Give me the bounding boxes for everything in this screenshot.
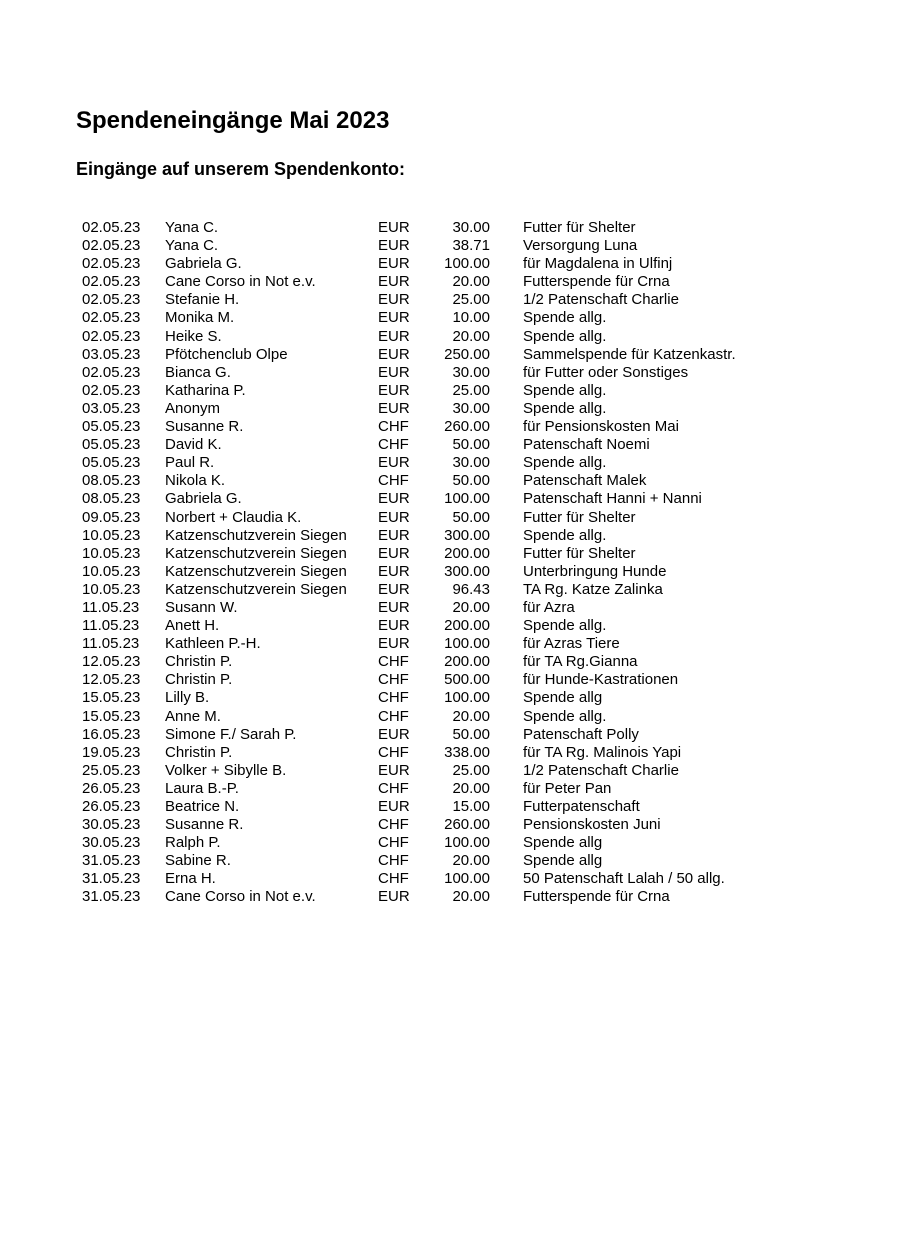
donor-name: Katzenschutzverein Siegen — [165, 562, 347, 580]
donation-amount: 260.00 — [444, 418, 490, 436]
donation-row — [0, 653, 916, 671]
donation-row — [0, 708, 916, 726]
donation-date: 12.05.23 — [82, 653, 141, 671]
donation-currency: EUR — [378, 255, 410, 273]
donor-name: Nikola K. — [165, 472, 226, 490]
donation-purpose: 1/2 Patenschaft Charlie — [523, 291, 679, 309]
donation-date: 02.05.23 — [82, 273, 141, 291]
donor-name: Heike S. — [165, 327, 222, 345]
donor-name: Laura B.-P. — [165, 779, 239, 797]
donation-currency: EUR — [378, 562, 410, 580]
donation-currency: CHF — [378, 653, 409, 671]
donor-name: Gabriela G. — [165, 490, 242, 508]
donation-date: 30.05.23 — [82, 834, 141, 852]
donation-row — [0, 726, 916, 744]
donor-name: Yana C. — [165, 237, 219, 255]
donation-row — [0, 798, 916, 816]
page-subtitle: Eingänge auf unserem Spendenkonto: — [76, 159, 406, 179]
donation-row — [0, 563, 916, 581]
donation-purpose: für TA Rg. Malinois Yapi — [523, 743, 682, 761]
donation-purpose: Patenschaft Noemi — [523, 436, 650, 454]
donation-row — [0, 346, 916, 364]
donor-name: Christin P. — [165, 671, 233, 689]
donation-row — [0, 219, 916, 237]
donation-currency: EUR — [378, 309, 410, 327]
donation-date: 08.05.23 — [82, 490, 141, 508]
donation-date: 03.05.23 — [82, 399, 141, 417]
donation-currency: EUR — [378, 345, 410, 363]
page-title: Spendeneingänge Mai 2023 — [76, 107, 390, 134]
donation-row — [0, 617, 916, 635]
donation-purpose: Spende allg. — [523, 617, 607, 635]
donation-amount: 30.00 — [452, 219, 490, 236]
donation-row — [0, 309, 916, 327]
donation-amount: 20.00 — [452, 852, 490, 870]
donor-name: Christin P. — [165, 743, 233, 761]
donation-amount: 25.00 — [452, 291, 490, 309]
donation-currency: EUR — [378, 273, 410, 291]
donation-date: 31.05.23 — [82, 870, 141, 888]
donation-currency: EUR — [378, 454, 410, 472]
donation-amount: 100.00 — [444, 490, 490, 508]
donor-name: Katharina P. — [165, 381, 246, 399]
donation-amount: 200.00 — [444, 653, 490, 671]
donation-amount: 15.00 — [452, 798, 490, 815]
donor-name: Lilly B. — [165, 689, 210, 707]
donation-currency: EUR — [378, 381, 410, 399]
donation-row — [0, 870, 916, 888]
donation-amount: 20.00 — [452, 888, 490, 906]
donation-currency: CHF — [378, 852, 409, 870]
donation-purpose: 1/2 Patenschaft Charlie — [523, 761, 679, 779]
donation-row — [0, 291, 916, 309]
donation-currency: CHF — [378, 870, 409, 888]
donation-amount: 250.00 — [444, 345, 490, 363]
donation-row — [0, 689, 916, 707]
donation-currency: EUR — [378, 617, 410, 635]
donation-purpose: Spende allg. — [523, 381, 607, 399]
donation-purpose: Futter für Shelter — [523, 508, 636, 526]
donation-amount: 25.00 — [452, 381, 490, 399]
donation-currency: CHF — [378, 834, 409, 852]
donation-currency: EUR — [378, 490, 410, 508]
donation-row — [0, 744, 916, 762]
donation-currency: EUR — [378, 580, 410, 598]
donation-amount: 38.71 — [452, 237, 490, 255]
donation-purpose: TA Rg. Katze Zalinka — [523, 580, 663, 598]
donation-amount: 100.00 — [444, 834, 490, 852]
donation-row — [0, 328, 916, 346]
donation-date: 08.05.23 — [82, 472, 141, 490]
donation-date: 02.05.23 — [82, 237, 141, 255]
donation-purpose: Spende allg — [523, 834, 603, 852]
donation-amount: 30.00 — [452, 399, 490, 417]
donation-currency: EUR — [378, 399, 410, 417]
donation-amount: 200.00 — [444, 544, 490, 562]
donor-name: Susanne R. — [165, 418, 244, 436]
donation-row — [0, 834, 916, 852]
donation-row — [0, 762, 916, 780]
donation-currency: EUR — [378, 237, 410, 255]
donation-purpose: Versorgung Luna — [523, 237, 638, 255]
donor-name: Katzenschutzverein Siegen — [165, 526, 347, 544]
donation-purpose: für Futter oder Sonstiges — [523, 363, 689, 381]
donor-name: Anne M. — [165, 707, 221, 725]
donation-amount: 20.00 — [452, 327, 490, 345]
donation-date: 26.05.23 — [82, 798, 141, 815]
donation-date: 31.05.23 — [82, 888, 141, 906]
donor-name: Bianca G. — [165, 363, 231, 381]
donation-date: 10.05.23 — [82, 580, 141, 598]
donation-purpose: Sammelspende für Katzenkastr. — [523, 345, 736, 363]
donation-row — [0, 364, 916, 382]
donation-purpose: Patenschaft Polly — [523, 725, 639, 743]
donation-currency: EUR — [378, 635, 410, 653]
donor-name: Volker + Sibylle B. — [165, 761, 287, 779]
donor-name: Monika M. — [165, 309, 235, 327]
donation-amount: 20.00 — [452, 707, 490, 725]
donation-row — [0, 852, 916, 870]
donation-currency: EUR — [378, 291, 410, 309]
donation-currency: CHF — [378, 779, 409, 797]
donor-name: Anonym — [165, 399, 221, 417]
donation-row — [0, 635, 916, 653]
donation-purpose: Spende allg. — [523, 327, 607, 345]
donor-name: Katzenschutzverein Siegen — [165, 544, 347, 562]
donor-name: Norbert + Claudia K. — [165, 508, 302, 526]
donation-row — [0, 418, 916, 436]
donor-name: Anett H. — [165, 617, 220, 635]
donation-date: 15.05.23 — [82, 707, 141, 725]
donation-row — [0, 472, 916, 490]
donation-purpose: Spende allg — [523, 852, 603, 870]
donation-row — [0, 273, 916, 291]
donation-currency: CHF — [378, 418, 409, 436]
donation-amount: 50.00 — [452, 508, 490, 526]
donor-name: Kathleen P.-H. — [165, 635, 261, 653]
donation-row — [0, 581, 916, 599]
donation-purpose: für Azra — [523, 598, 575, 616]
donor-name: Paul R. — [165, 454, 215, 472]
donation-currency: CHF — [378, 743, 409, 761]
donation-amount: 300.00 — [444, 562, 490, 580]
donation-row — [0, 888, 916, 906]
donation-date: 10.05.23 — [82, 544, 141, 562]
donation-purpose: für Magdalena in Ulfinj — [523, 255, 673, 273]
donation-currency: CHF — [378, 472, 409, 490]
donation-row — [0, 671, 916, 689]
donation-date: 02.05.23 — [82, 291, 141, 309]
donation-row — [0, 255, 916, 273]
donation-date: 02.05.23 — [82, 309, 141, 327]
donation-purpose: Futterpatenschaft — [523, 798, 640, 815]
donation-amount: 100.00 — [444, 255, 490, 273]
donor-name: David K. — [165, 436, 222, 454]
donation-purpose: Spende allg. — [523, 526, 607, 544]
donation-amount: 50.00 — [452, 436, 490, 454]
donation-currency: EUR — [378, 598, 410, 616]
donation-currency: CHF — [378, 436, 409, 454]
donation-currency: CHF — [378, 689, 409, 707]
donation-amount: 30.00 — [452, 454, 490, 472]
donor-name: Gabriela G. — [165, 255, 242, 273]
donor-name: Simone F./ Sarah P. — [165, 725, 297, 743]
donation-purpose: für TA Rg.Gianna — [523, 653, 638, 671]
donation-date: 05.05.23 — [82, 418, 141, 436]
donation-date: 31.05.23 — [82, 852, 141, 870]
donor-name: Beatrice N. — [165, 798, 240, 815]
donation-currency: EUR — [378, 526, 410, 544]
donation-amount: 200.00 — [444, 617, 490, 635]
donation-currency: EUR — [378, 761, 410, 779]
donation-date: 05.05.23 — [82, 454, 141, 472]
donation-row — [0, 436, 916, 454]
donation-amount: 100.00 — [444, 870, 490, 888]
donation-row — [0, 816, 916, 834]
donation-purpose: Spende allg. — [523, 399, 607, 417]
donor-name: Erna H. — [165, 870, 216, 888]
donation-row — [0, 382, 916, 400]
donation-amount: 20.00 — [452, 779, 490, 797]
donation-amount: 100.00 — [444, 689, 490, 707]
donor-name: Cane Corso in Not e.v. — [165, 273, 316, 291]
donation-row — [0, 599, 916, 617]
donation-amount: 260.00 — [444, 816, 490, 834]
donation-amount: 96.43 — [452, 580, 490, 598]
donation-date: 02.05.23 — [82, 327, 141, 345]
donation-amount: 50.00 — [452, 472, 490, 490]
donation-amount: 338.00 — [444, 743, 490, 761]
donor-name: Susanne R. — [165, 816, 244, 834]
donation-row — [0, 545, 916, 563]
donation-date: 09.05.23 — [82, 508, 141, 526]
donation-purpose: Spende allg. — [523, 309, 607, 327]
donation-currency: EUR — [378, 888, 410, 906]
donation-purpose: 50 Patenschaft Lalah / 50 allg. — [523, 870, 725, 888]
donation-purpose: für Pensionskosten Mai — [523, 418, 679, 436]
donation-date: 11.05.23 — [82, 635, 140, 653]
donor-name: Yana C. — [165, 219, 219, 236]
donation-currency: EUR — [378, 725, 410, 743]
donation-date: 12.05.23 — [82, 671, 141, 689]
donation-date: 10.05.23 — [82, 562, 141, 580]
donation-date: 16.05.23 — [82, 725, 141, 743]
donation-date: 02.05.23 — [82, 255, 141, 273]
donation-row — [0, 527, 916, 545]
donation-currency: EUR — [378, 544, 410, 562]
donation-row — [0, 509, 916, 527]
donation-purpose: Futter für Shelter — [523, 544, 636, 562]
donation-date: 11.05.23 — [82, 598, 140, 616]
donation-purpose: Spende allg. — [523, 454, 607, 472]
donation-date: 19.05.23 — [82, 743, 141, 761]
donation-list — [0, 219, 916, 907]
donation-date: 03.05.23 — [82, 345, 141, 363]
donation-date: 30.05.23 — [82, 816, 141, 834]
donation-date: 05.05.23 — [82, 436, 141, 454]
donation-currency: EUR — [378, 508, 410, 526]
donation-amount: 300.00 — [444, 526, 490, 544]
donation-purpose: für Azras Tiere — [523, 635, 620, 653]
donation-currency: EUR — [378, 219, 410, 236]
donation-purpose: Unterbringung Hunde — [523, 562, 667, 580]
donation-date: 10.05.23 — [82, 526, 141, 544]
donation-date: 02.05.23 — [82, 219, 141, 236]
donation-currency: EUR — [378, 363, 410, 381]
donation-date: 15.05.23 — [82, 689, 141, 707]
donation-amount: 25.00 — [452, 761, 490, 779]
donation-purpose: Pensionskosten Juni — [523, 816, 661, 834]
donation-date: 26.05.23 — [82, 779, 141, 797]
donation-currency: CHF — [378, 816, 409, 834]
donation-amount: 100.00 — [444, 635, 490, 653]
donation-date: 02.05.23 — [82, 363, 141, 381]
donation-purpose: Patenschaft Malek — [523, 472, 647, 490]
donation-purpose: für Peter Pan — [523, 779, 612, 797]
donation-row — [0, 237, 916, 255]
donation-date: 11.05.23 — [82, 617, 140, 635]
donation-row — [0, 780, 916, 798]
donation-row — [0, 400, 916, 418]
donation-purpose: für Hunde-Kastrationen — [523, 671, 679, 689]
donation-amount: 20.00 — [452, 598, 490, 616]
donor-name: Christin P. — [165, 653, 233, 671]
donation-purpose: Futterspende für Crna — [523, 273, 670, 291]
donation-currency: EUR — [378, 798, 410, 815]
donor-name: Susann W. — [165, 598, 238, 616]
donor-name: Ralph P. — [165, 834, 221, 852]
donation-amount: 50.00 — [452, 725, 490, 743]
donation-purpose: Spende allg — [523, 689, 603, 707]
donor-name: Stefanie H. — [165, 291, 240, 309]
donation-currency: CHF — [378, 707, 409, 725]
donation-currency: CHF — [378, 671, 409, 689]
donor-name: Pfötchenclub Olpe — [165, 345, 288, 363]
donation-date: 02.05.23 — [82, 381, 141, 399]
donation-amount: 500.00 — [444, 671, 490, 689]
donation-date: 25.05.23 — [82, 761, 141, 779]
donor-name: Cane Corso in Not e.v. — [165, 888, 316, 906]
donation-purpose: Spende allg. — [523, 707, 607, 725]
donation-currency: EUR — [378, 327, 410, 345]
donation-purpose: Futter für Shelter — [523, 219, 636, 236]
donor-name: Katzenschutzverein Siegen — [165, 580, 347, 598]
donation-amount: 30.00 — [452, 363, 490, 381]
donation-amount: 20.00 — [452, 273, 490, 291]
donation-purpose: Patenschaft Hanni + Nanni — [523, 490, 702, 508]
donation-purpose: Futterspende für Crna — [523, 888, 670, 906]
donation-amount: 10.00 — [452, 309, 490, 327]
donor-name: Sabine R. — [165, 852, 231, 870]
donation-row — [0, 490, 916, 508]
donation-row — [0, 454, 916, 472]
